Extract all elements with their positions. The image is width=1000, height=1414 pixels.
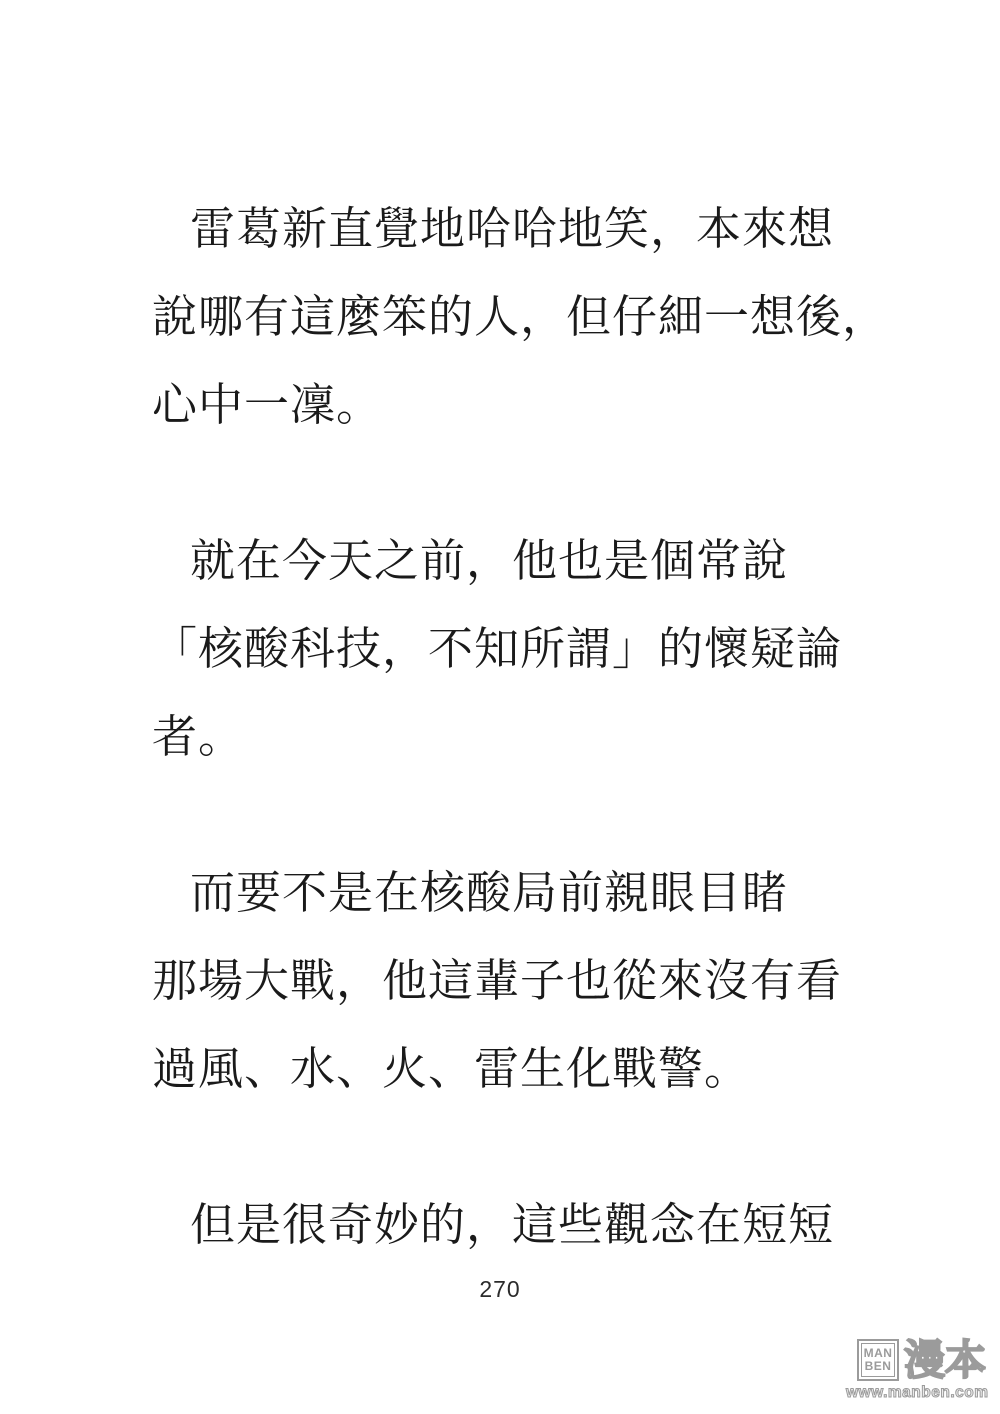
logo-text-ben: BEN [864,1359,892,1373]
text-line: 就在今天之前，他也是個常說 [190,535,789,586]
text-line: 而要不是在核酸局前親眼目睹 [190,867,789,918]
manben-logo-icon [857,1339,899,1381]
text-line: 但是很奇妙的，這些觀念在短短 [190,1199,835,1250]
paragraph-2 [152,517,892,781]
page-number: 270 [479,1276,521,1302]
text-line: 說哪有這麼笨的人，但仔細一想後， [152,291,889,342]
watermark-brand: 漫本 [904,1337,986,1383]
watermark-logo-row [846,1338,986,1382]
text-line: 過風、水、火、雷生化戰警。 [152,1043,751,1094]
text-line: 「核酸科技，不知所謂」的懷疑論 [152,623,843,674]
watermark-url: www.manben.com [846,1384,989,1401]
paragraph-4 [152,1181,892,1269]
text-line: 那場大戰，他這輩子也從來沒有看 [152,955,843,1006]
paragraph-1 [152,185,892,449]
text-line: 雷葛新直覺地哈哈地笑，本來想 [190,203,835,254]
text-line: 者。 [152,711,245,762]
watermark [846,1337,989,1402]
logo-text-man: MAN [863,1346,893,1360]
text-line: 心中一凜。 [152,379,383,430]
page-text [152,185,892,1269]
paragraph-3 [152,849,892,1113]
